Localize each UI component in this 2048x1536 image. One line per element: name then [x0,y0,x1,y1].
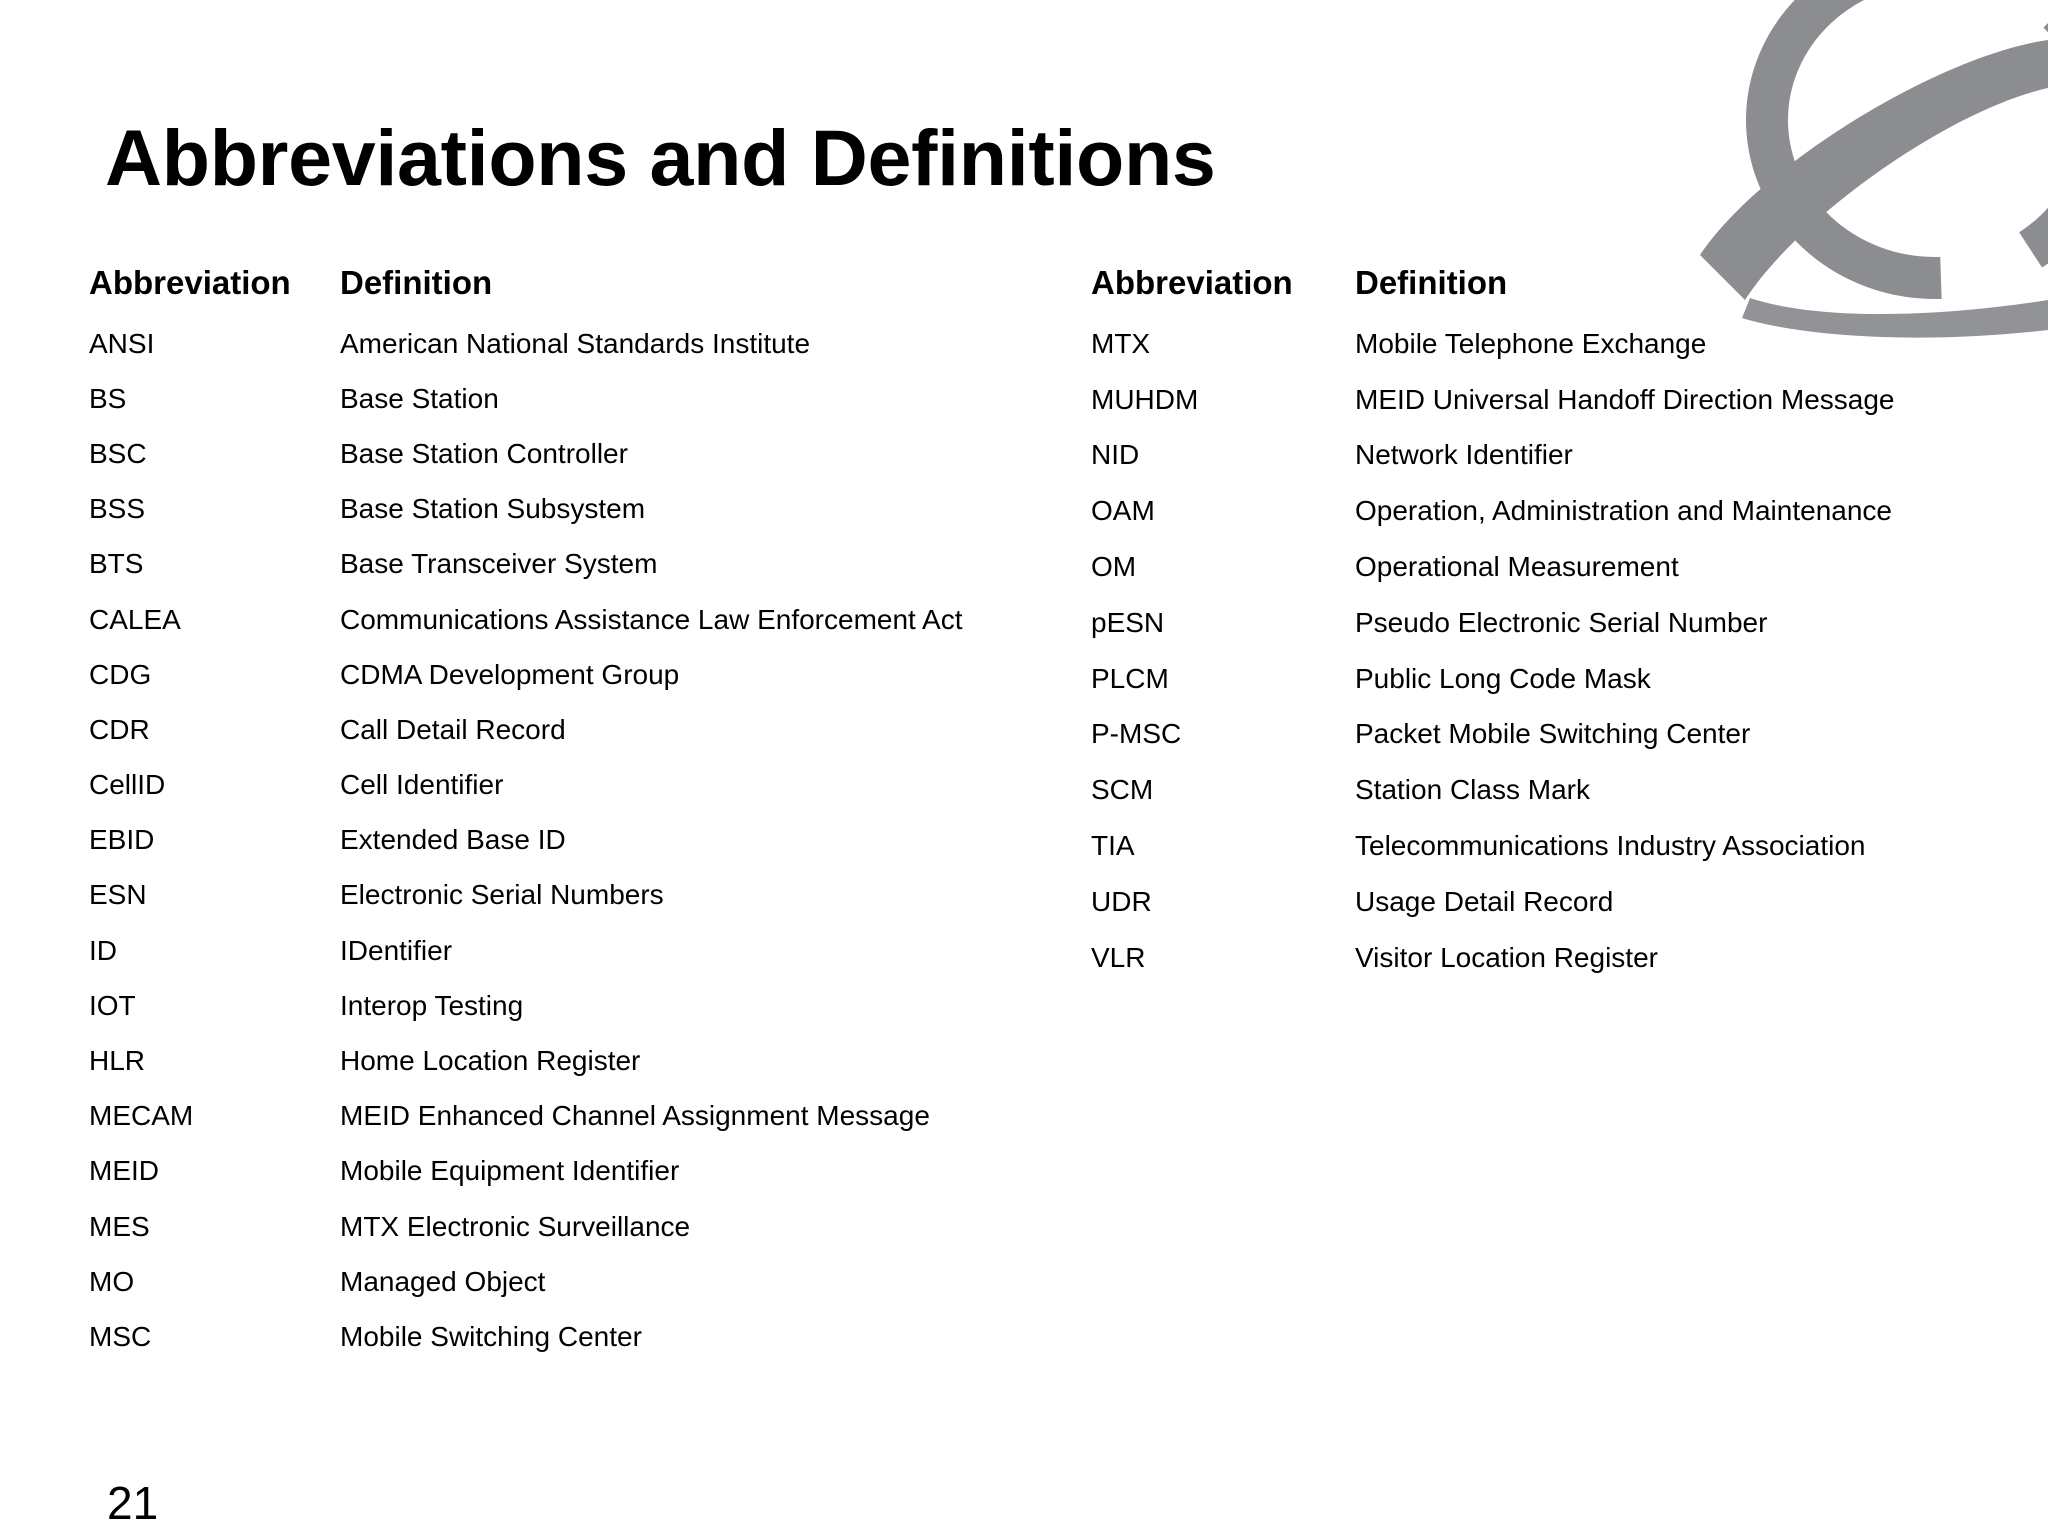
table-row [89,868,963,923]
abbreviation-cell: BTS [89,548,144,580]
definition-cell: Electronic Serial Numbers [340,879,664,911]
definition-cell: Mobile Switching Center [340,1320,642,1352]
abbreviation-cell: EBID [89,824,155,856]
definition-cell: Network Identifier [1355,439,1573,471]
table-row [89,1309,963,1364]
definition-cell: CDMA Development Group [340,658,680,690]
definition-cell: Base Station Subsystem [340,493,646,525]
page-title: Abbreviations and Definitions [105,113,1216,202]
abbreviation-cell: ANSI [89,327,155,359]
table-row [89,1089,963,1144]
table-row [89,426,963,481]
abbreviation-cell: OAM [1091,495,1155,527]
abbreviation-cell: PLCM [1091,662,1169,694]
table-row [89,1033,963,1088]
abbreviation-cell: NID [1091,439,1140,471]
abbreviation-cell: ESN [89,879,147,911]
table-row [1091,428,1894,484]
definition-cell: Visitor Location Register [1355,941,1658,973]
table-row [89,1199,963,1254]
definition-cell: Operational Measurement [1355,551,1679,583]
abbreviation-cell: BSS [89,493,146,525]
definition-cell: Call Detail Record [340,713,566,745]
definition-cell: Interop Testing [340,989,524,1021]
abbreviation-cell: MSC [89,1320,152,1352]
definition-cell: Mobile Equipment Identifier [340,1155,680,1187]
abbreviation-cell: P-MSC [1091,718,1182,750]
abbreviation-cell: MES [89,1210,150,1242]
table-row [1091,539,1894,595]
table-row [89,371,963,426]
abbreviation-cell: TIA [1091,830,1135,862]
definition-cell: Mobile Telephone Exchange [1355,327,1707,359]
definition-cell: Base Station Controller [340,437,628,469]
definition-cell: IDentifier [340,934,453,966]
abbreviation-cell: SCM [1091,774,1154,806]
definition-cell: Base Station [340,382,499,414]
table-row [89,1144,963,1199]
table-row [1091,483,1894,539]
table-row [1091,316,1894,372]
table-row [89,1254,963,1309]
table-header-row [89,262,963,316]
table-row [89,482,963,537]
abbreviation-cell: MUHDM [1091,383,1199,415]
abbreviation-cell: CellID [89,769,166,801]
abbreviation-column-header: Abbreviation [1091,264,1293,301]
table-row [89,702,963,757]
abbreviation-cell: OM [1091,551,1137,583]
table-row [89,758,963,813]
table-header-row [1091,262,1894,316]
definition-cell: American National Standards Institute [340,327,811,359]
table-row [89,647,963,702]
abbreviation-cell: CALEA [89,603,181,635]
definition-cell: Base Transceiver System [340,548,658,580]
page-number: 21 [107,1477,159,1529]
table-row [89,592,963,647]
table-row [89,537,963,592]
definition-cell: Telecommunications Industry Association [1355,830,1866,862]
table-row [1091,707,1894,763]
definition-cell: MTX Electronic Surveillance [340,1210,691,1242]
abbreviation-cell: MTX [1091,327,1151,359]
definition-cell: Packet Mobile Switching Center [1355,718,1751,750]
table-row [89,316,963,371]
abbreviation-cell: CDR [89,713,150,745]
definition-column-header: Definition [340,264,493,301]
table-row [1091,595,1894,651]
table-row [89,813,963,868]
definition-cell: Home Location Register [340,1045,641,1077]
abbreviation-cell: HLR [89,1045,146,1077]
definition-cell: MEID Universal Handoff Direction Message [1355,383,1895,415]
table-row [89,923,963,978]
table-row [1091,762,1894,818]
definition-cell: Station Class Mark [1355,774,1590,806]
definition-cell: Pseudo Electronic Serial Number [1355,606,1768,638]
abbreviation-cell: MECAM [89,1100,194,1132]
definition-cell: Usage Detail Record [1355,885,1614,917]
definition-cell: Operation, Administration and Maintenance [1355,495,1892,527]
table-row [1091,874,1894,930]
definition-cell: Extended Base ID [340,824,566,856]
abbreviation-cell: MEID [89,1155,159,1187]
definition-cell: Managed Object [340,1265,546,1297]
definition-cell: Public Long Code Mask [1355,662,1651,694]
abbreviation-cell: UDR [1091,885,1152,917]
definition-cell: MEID Enhanced Channel Assignment Message [340,1100,930,1132]
table-row [1091,818,1894,874]
abbreviation-cell: MO [89,1265,135,1297]
abbreviation-table-left [89,262,963,1365]
table-row [89,978,963,1033]
definition-cell: Communications Assistance Law Enforcement Act [340,603,963,635]
abbreviation-cell: BSC [89,437,147,469]
abbreviation-cell: pESN [1091,606,1165,638]
abbreviation-cell: VLR [1091,941,1146,973]
table-row [1091,930,1894,986]
abbreviation-cell: BS [89,382,127,414]
table-row [1091,651,1894,707]
table-row [1091,372,1894,428]
abbreviation-table-right [1091,262,1894,986]
abbreviation-cell: ID [89,934,117,966]
abbreviation-cell: CDG [89,658,152,690]
abbreviation-column-header: Abbreviation [89,264,291,301]
definition-cell: Cell Identifier [340,769,504,801]
abbreviation-cell: IOT [89,989,136,1021]
definition-column-header: Definition [1355,264,1508,301]
